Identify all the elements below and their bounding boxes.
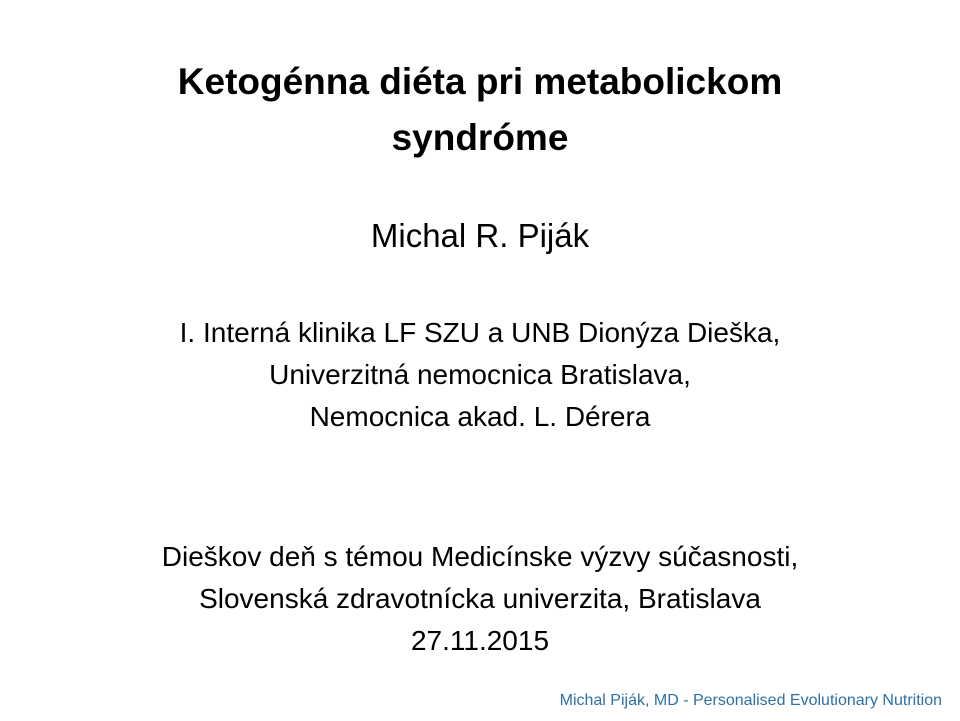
event-line-1: Dieškov deň s témou Medicínske výzvy súčasnosti,	[161, 541, 799, 572]
event-date: 27.11.2015	[410, 625, 550, 656]
slide-footer: Michal Piják, MD - Personalised Evolutionary Nutrition	[559, 692, 942, 709]
affiliation-line-2: Univerzitná nemocnica Bratislava,	[269, 359, 691, 390]
event-block	[30, 536, 930, 662]
affiliation-block	[40, 312, 920, 438]
author-name: Michal R. Piják	[370, 217, 590, 254]
title-line-1: Ketogénna diéta pri metabolickom	[177, 61, 783, 102]
slide-title	[60, 54, 900, 166]
affiliation-line-1: I. Interná klinika LF SZU a UNB Dionýza Dieška,	[179, 317, 781, 348]
affiliation-line-3: Nemocnica akad. L. Dérera	[309, 401, 651, 432]
title-line-2: syndróme	[391, 117, 569, 158]
event-line-2: Slovenská zdravotnícka univerzita, Bratislava	[199, 583, 761, 614]
